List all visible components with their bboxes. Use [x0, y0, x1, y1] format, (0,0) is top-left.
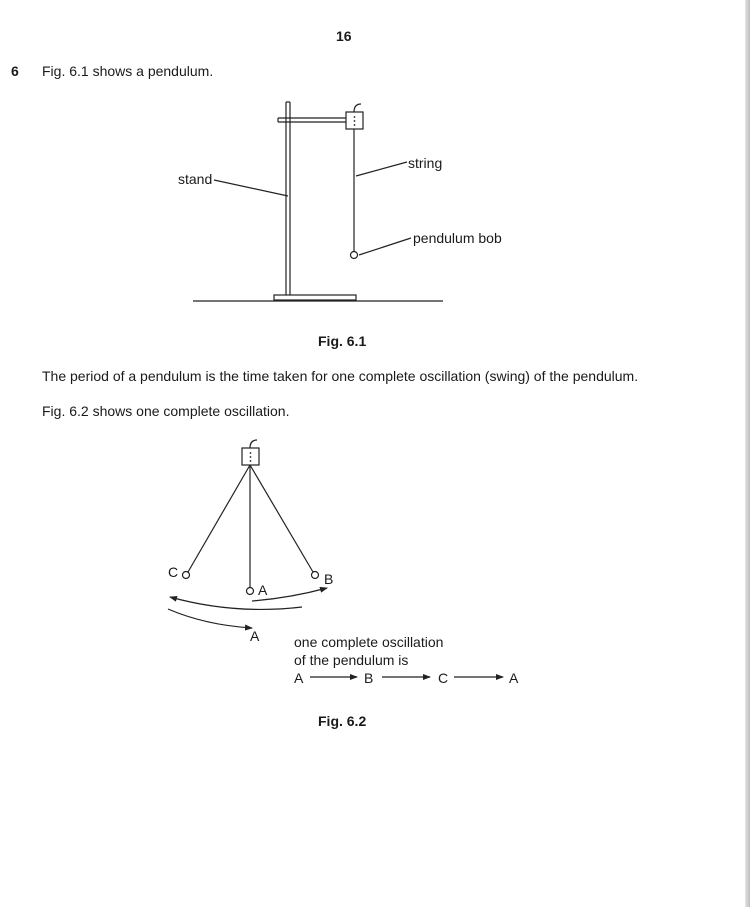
page-number: 16 — [336, 28, 352, 44]
arc-c-to-a — [168, 609, 252, 628]
sequence-step-2: B — [364, 670, 374, 686]
oscillation-description-line1: one complete oscillation — [294, 634, 444, 650]
sequence-step-1: A — [294, 670, 304, 686]
point-label-c: C — [168, 564, 179, 580]
label-stand: stand — [178, 171, 213, 187]
string-to-c — [188, 465, 250, 572]
question-number: 6 — [11, 63, 19, 79]
fig-6-1-caption: Fig. 6.1 — [318, 333, 367, 349]
point-label-a: A — [258, 582, 268, 598]
fig-6-2-caption: Fig. 6.2 — [318, 713, 367, 729]
label-pendulum-bob: pendulum bob — [413, 230, 502, 246]
oscillation-description-line2: of the pendulum is — [294, 652, 409, 668]
bob-a — [247, 588, 254, 595]
question-intro: Fig. 6.1 shows a pendulum. — [42, 63, 214, 79]
arc-b-to-c — [170, 597, 302, 609]
point-label-b: B — [324, 571, 334, 587]
sequence-step-3: C — [438, 670, 449, 686]
oscillation-intro: Fig. 6.2 shows one complete oscillation. — [42, 403, 290, 419]
bob-c — [183, 572, 190, 579]
period-definition: The period of a pendulum is the time taken for one complete oscillation (swing) of the pendulum. — [42, 368, 639, 384]
arrow-label-a: A — [250, 628, 260, 644]
label-string: string — [408, 155, 443, 171]
sequence-step-4: A — [509, 670, 519, 686]
string-to-b — [250, 465, 313, 572]
bob-b — [312, 572, 319, 579]
